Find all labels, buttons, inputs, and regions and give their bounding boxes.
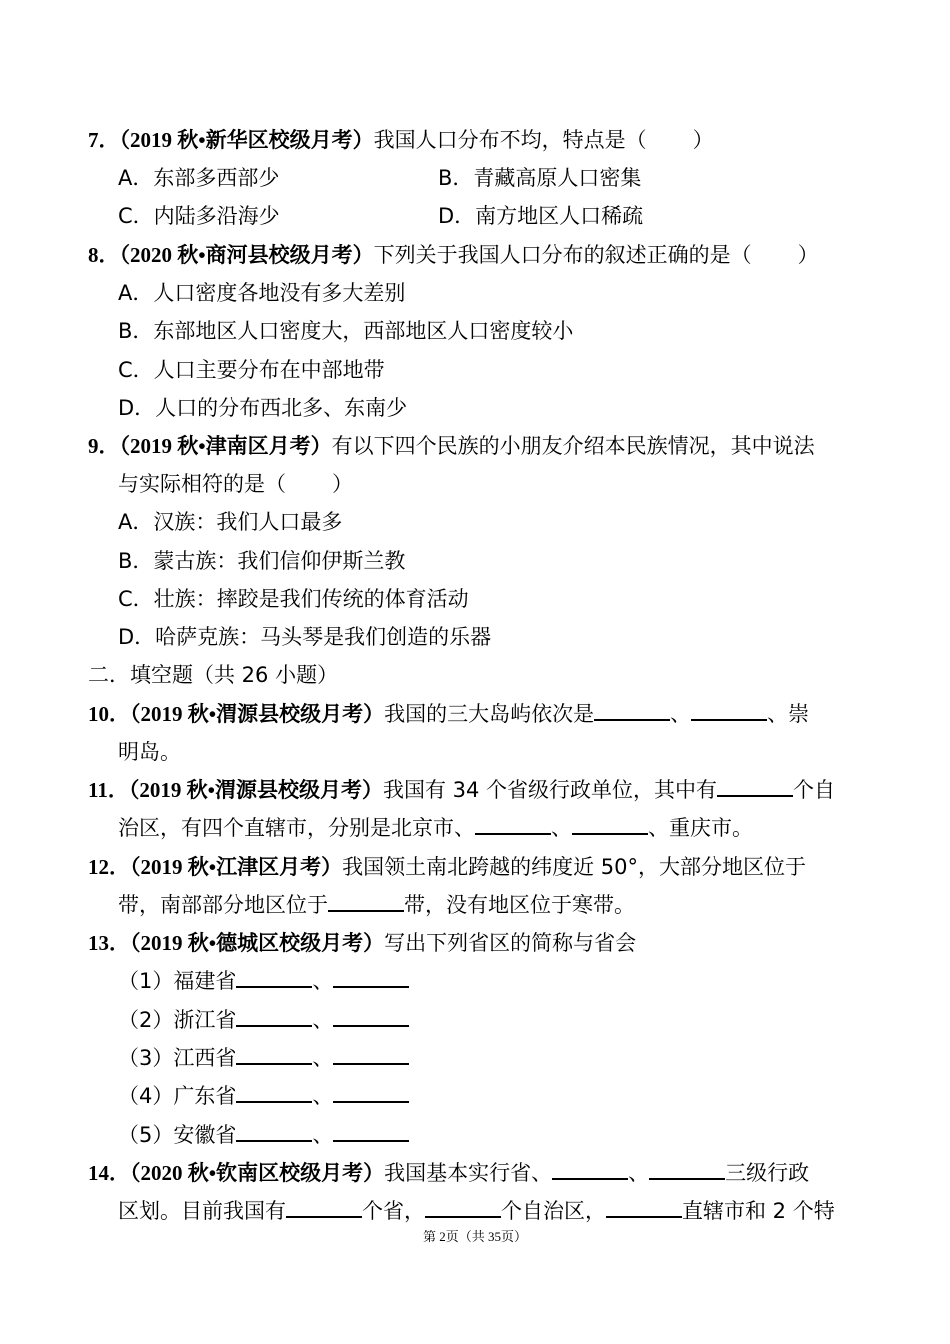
separator: 、: [670, 702, 692, 726]
question-7: [88, 125, 714, 155]
sub-item: [118, 1081, 409, 1111]
question-stem: 我国人口分布不均，特点是（: [373, 128, 647, 152]
answer-blank[interactable]: [286, 1196, 362, 1218]
option-c: C．内陆多沿海少: [118, 204, 280, 228]
question-text-cont: [118, 813, 753, 843]
answer-blank[interactable]: [236, 1081, 312, 1103]
question-number: 9．: [88, 434, 120, 458]
option-d: D．哈萨克族：马头琴是我们创造的乐器: [118, 625, 492, 649]
question-number: 7．: [88, 128, 120, 152]
question-text: 带，南部部分地区位于: [118, 893, 328, 917]
question-13: [88, 928, 636, 958]
sub-item-label: （5）安徽省: [118, 1123, 237, 1147]
answer-blank[interactable]: [236, 966, 312, 988]
question-number: 12．: [88, 855, 130, 879]
question-text: 、崇: [767, 702, 810, 726]
sub-item-label: （1）福建省: [118, 969, 237, 993]
question-source: （2019 秋•新华区校级月考）: [119, 128, 374, 152]
question-text: 带，没有地区位于寒带。: [404, 893, 635, 917]
sub-item: [118, 1120, 409, 1150]
separator: 、: [551, 816, 572, 840]
question-10: [88, 699, 809, 729]
sub-item: [118, 1005, 409, 1035]
paren-close: ）: [332, 472, 353, 496]
separator: 、: [312, 969, 334, 993]
answer-blank[interactable]: [333, 1081, 409, 1103]
answer-blank[interactable]: [691, 699, 767, 721]
question-text: 个自: [793, 778, 836, 802]
question-number: 11．: [88, 778, 129, 802]
separator: 、: [312, 1084, 334, 1108]
sub-item: [118, 966, 409, 996]
answer-blank[interactable]: [606, 1196, 682, 1218]
separator: 、: [312, 1046, 334, 1070]
question-source: （2019 秋•江津区月考）: [130, 855, 343, 879]
paren-close: ）: [797, 243, 819, 267]
option-row: [118, 163, 642, 193]
question-text: 、重庆市。: [648, 816, 753, 840]
answer-blank[interactable]: [236, 1043, 312, 1065]
option-a: A．人口密度各地没有多大差别: [118, 281, 406, 305]
question-text: 明岛。: [118, 740, 181, 764]
option-row: [118, 201, 644, 231]
question-text: 区划。目前我国有: [118, 1199, 286, 1223]
question-source: （2019 秋•德城区校级月考）: [130, 931, 385, 955]
answer-blank[interactable]: [333, 966, 409, 988]
question-text: 直辖市和 2 个特: [682, 1199, 835, 1223]
question-text: 我国有 34 个省级行政单位，其中有: [382, 778, 718, 802]
question-14: [88, 1158, 809, 1188]
answer-blank[interactable]: [649, 1158, 725, 1180]
question-source: （2020 秋•钦南区校级月考）: [130, 1161, 385, 1185]
separator: 、: [628, 1161, 650, 1185]
answer-blank[interactable]: [236, 1120, 312, 1142]
option-c: C．人口主要分布在中部地带: [118, 358, 385, 382]
question-11: [88, 775, 835, 805]
option-b: B．蒙古族：我们信仰伊斯兰教: [118, 549, 406, 573]
question-text: 个省，: [362, 1199, 425, 1223]
answer-blank[interactable]: [552, 1158, 628, 1180]
question-source: （2020 秋•商河县校级月考）: [119, 243, 374, 267]
answer-blank[interactable]: [717, 775, 793, 797]
answer-blank[interactable]: [475, 813, 551, 835]
sub-item-label: （2）浙江省: [118, 1008, 237, 1032]
separator: 、: [312, 1008, 334, 1032]
sub-item-label: （4）广东省: [118, 1084, 237, 1108]
question-stem-cont: [118, 469, 353, 499]
question-text: 我国领土南北跨越的纬度近 50°，大部分地区位于: [342, 855, 807, 879]
question-number: 13．: [88, 931, 130, 955]
answer-blank[interactable]: [425, 1196, 501, 1218]
answer-blank[interactable]: [333, 1005, 409, 1027]
sub-item: [118, 1043, 409, 1073]
question-text: 个自治区，: [501, 1199, 606, 1223]
paren-close: ）: [692, 128, 714, 152]
option-b: B．东部地区人口密度大，西部地区人口密度较小: [118, 319, 574, 343]
option-a: A．东部多西部少: [118, 166, 280, 190]
question-text: 三级行政: [725, 1161, 810, 1185]
answer-blank[interactable]: [594, 699, 670, 721]
question-text: 治区，有四个直辖市，分别是北京市、: [118, 816, 475, 840]
question-source: （2019 秋•津南区月考）: [119, 434, 332, 458]
question-9: [88, 431, 815, 461]
separator: 、: [312, 1123, 334, 1147]
page-footer: 第 2页（共 35页）: [422, 1229, 527, 1244]
option-a: A．汉族：我们人口最多: [118, 510, 343, 534]
question-stem: 有以下四个民族的小朋友介绍本民族情况，其中说法: [331, 434, 815, 458]
option-d: D．南方地区人口稀疏: [438, 204, 644, 228]
question-number: 14．: [88, 1161, 130, 1185]
option-b: B．青藏高原人口密集: [438, 166, 642, 190]
question-text-cont: [118, 890, 635, 920]
question-text: 我国的三大岛屿依次是: [384, 702, 595, 726]
question-source: （2019 秋•渭源县校级月考）: [128, 778, 383, 802]
question-stem: 写出下列省区的简称与省会: [384, 931, 637, 955]
question-8: [88, 240, 819, 270]
answer-blank[interactable]: [333, 1120, 409, 1142]
answer-blank[interactable]: [328, 890, 404, 912]
option-d: D．人口的分布西北多、东南少: [118, 396, 408, 420]
answer-blank[interactable]: [236, 1005, 312, 1027]
question-stem: 与实际相符的是（: [118, 472, 286, 496]
question-12: [88, 852, 806, 882]
question-stem: 下列关于我国人口分布的叙述正确的是（: [373, 243, 752, 267]
answer-blank[interactable]: [333, 1043, 409, 1065]
question-number: 10．: [88, 702, 130, 726]
section-title: 二．填空题（共 26 小题）: [88, 663, 339, 687]
option-c: C．壮族：摔跤是我们传统的体育活动: [118, 587, 469, 611]
question-source: （2019 秋•渭源县校级月考）: [130, 702, 385, 726]
answer-blank[interactable]: [572, 813, 648, 835]
question-text: 我国基本实行省、: [384, 1161, 553, 1185]
question-text-cont: [118, 1196, 835, 1226]
question-number: 8．: [88, 243, 120, 267]
sub-item-label: （3）江西省: [118, 1046, 237, 1070]
